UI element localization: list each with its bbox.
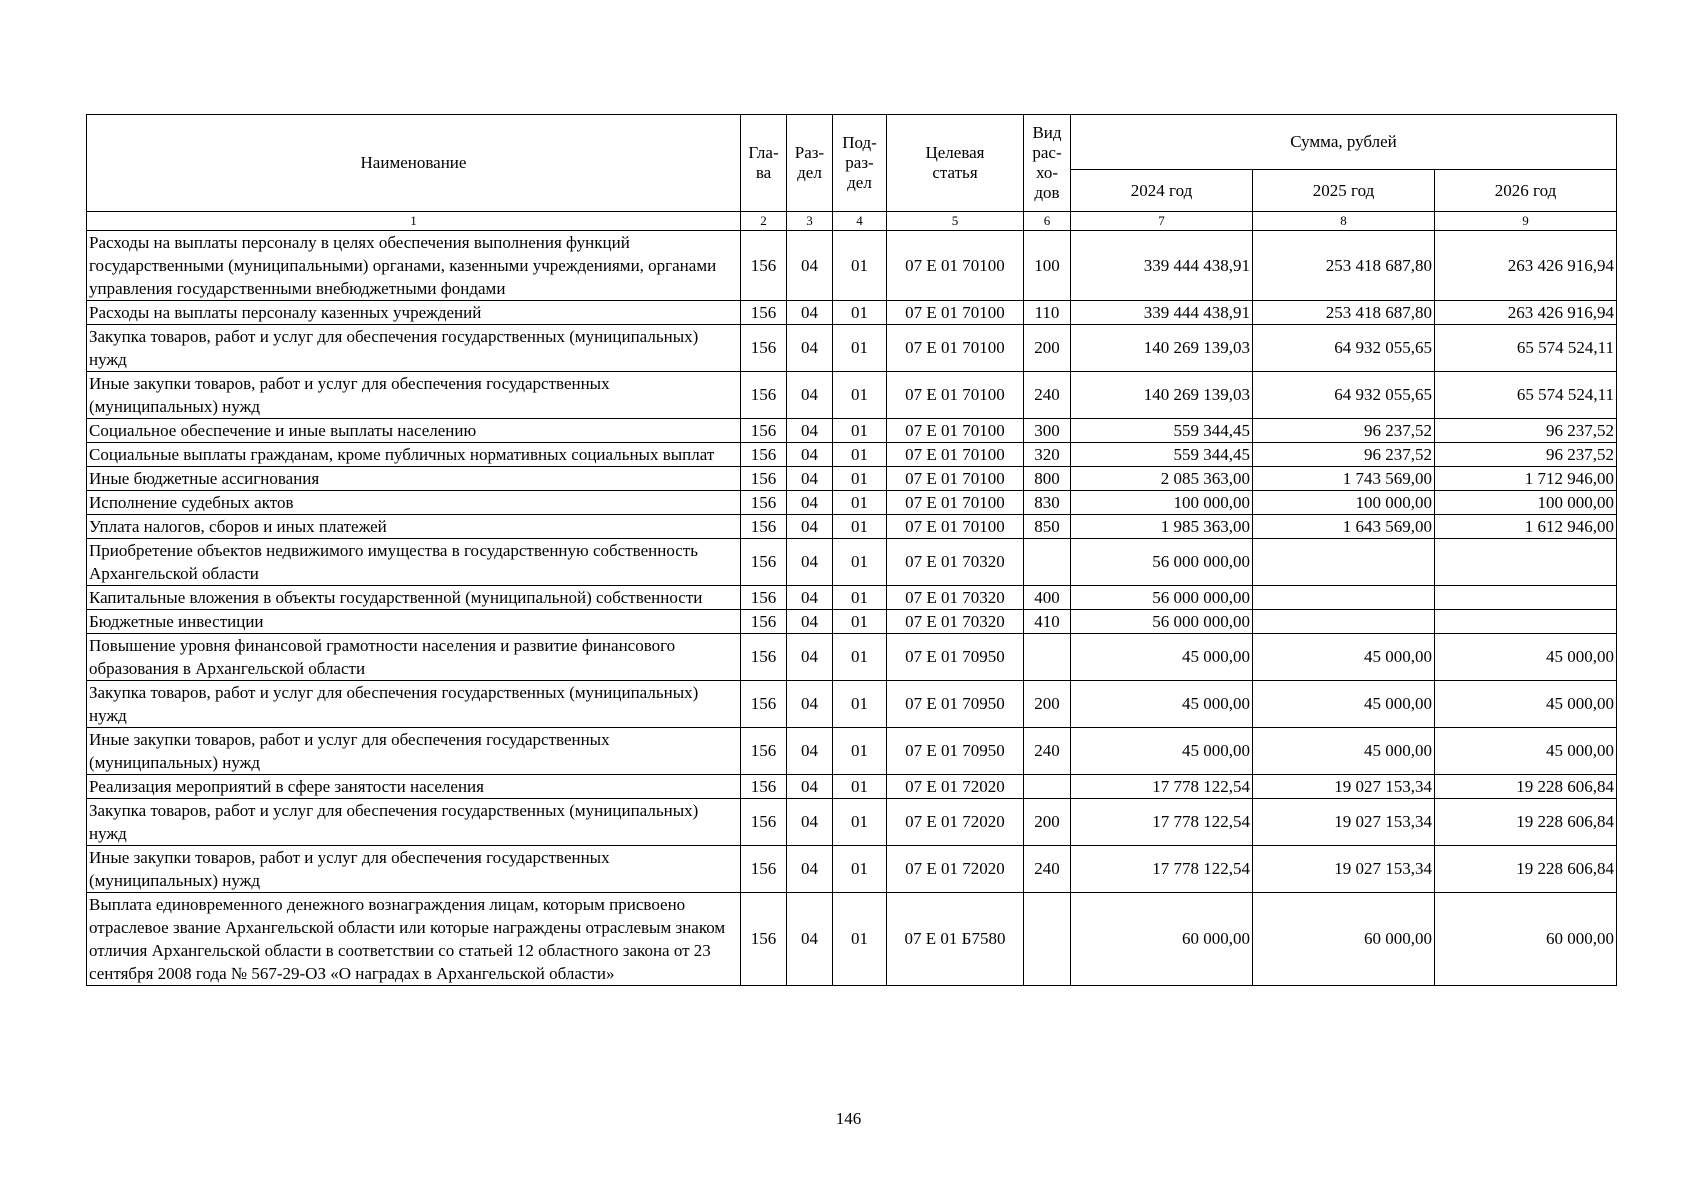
row-expense-type: 850 bbox=[1024, 515, 1071, 539]
row-chapter: 156 bbox=[741, 893, 787, 986]
row-amount-2024: 339 444 438,91 bbox=[1071, 301, 1253, 325]
row-target: 07 Е 01 70100 bbox=[887, 419, 1024, 443]
row-amount-2026: 96 237,52 bbox=[1435, 443, 1617, 467]
table-row bbox=[87, 419, 1617, 443]
row-expense-type: 300 bbox=[1024, 419, 1071, 443]
row-amount-2024: 140 269 139,03 bbox=[1071, 372, 1253, 419]
row-name: Уплата налогов, сборов и иных платежей bbox=[87, 515, 741, 539]
row-amount-2026: 19 228 606,84 bbox=[1435, 799, 1617, 846]
row-amount-2025: 45 000,00 bbox=[1253, 681, 1435, 728]
row-chapter: 156 bbox=[741, 539, 787, 586]
row-amount-2026: 65 574 524,11 bbox=[1435, 372, 1617, 419]
row-expense-type bbox=[1024, 539, 1071, 586]
row-chapter: 156 bbox=[741, 681, 787, 728]
row-section: 04 bbox=[787, 419, 833, 443]
row-section: 04 bbox=[787, 728, 833, 775]
row-chapter: 156 bbox=[741, 610, 787, 634]
row-chapter: 156 bbox=[741, 231, 787, 301]
row-amount-2026: 100 000,00 bbox=[1435, 491, 1617, 515]
row-expense-type: 410 bbox=[1024, 610, 1071, 634]
table-row bbox=[87, 775, 1617, 799]
table-row bbox=[87, 301, 1617, 325]
row-subsection: 01 bbox=[833, 491, 887, 515]
row-amount-2024: 100 000,00 bbox=[1071, 491, 1253, 515]
row-section: 04 bbox=[787, 893, 833, 986]
row-amount-2024: 1 985 363,00 bbox=[1071, 515, 1253, 539]
table-row bbox=[87, 231, 1617, 301]
row-section: 04 bbox=[787, 515, 833, 539]
row-section: 04 bbox=[787, 775, 833, 799]
column-number: 1 bbox=[87, 212, 741, 231]
row-amount-2026: 19 228 606,84 bbox=[1435, 846, 1617, 893]
row-target: 07 Е 01 70100 bbox=[887, 325, 1024, 372]
row-amount-2025: 253 418 687,80 bbox=[1253, 231, 1435, 301]
table-row bbox=[87, 325, 1617, 372]
row-expense-type bbox=[1024, 893, 1071, 986]
row-chapter: 156 bbox=[741, 325, 787, 372]
column-number: 2 bbox=[741, 212, 787, 231]
row-subsection: 01 bbox=[833, 681, 887, 728]
row-amount-2024: 45 000,00 bbox=[1071, 634, 1253, 681]
row-section: 04 bbox=[787, 799, 833, 846]
row-name: Закупка товаров, работ и услуг для обеспечения государственных (муниципальных) нужд bbox=[87, 799, 741, 846]
row-target: 07 Е 01 70100 bbox=[887, 515, 1024, 539]
row-amount-2024: 17 778 122,54 bbox=[1071, 846, 1253, 893]
row-expense-type: 320 bbox=[1024, 443, 1071, 467]
row-expense-type: 240 bbox=[1024, 728, 1071, 775]
header-target: Целевая статья bbox=[887, 115, 1024, 212]
row-amount-2024: 56 000 000,00 bbox=[1071, 539, 1253, 586]
row-subsection: 01 bbox=[833, 728, 887, 775]
row-name: Иные закупки товаров, работ и услуг для обеспечения государственных (муниципальных) нужд bbox=[87, 372, 741, 419]
table-body bbox=[87, 231, 1617, 986]
row-amount-2025 bbox=[1253, 586, 1435, 610]
page-number: 146 bbox=[835, 1109, 862, 1128]
row-target: 07 Е 01 70100 bbox=[887, 231, 1024, 301]
row-subsection: 01 bbox=[833, 467, 887, 491]
row-subsection: 01 bbox=[833, 539, 887, 586]
row-amount-2026: 263 426 916,94 bbox=[1435, 301, 1617, 325]
column-number: 5 bbox=[887, 212, 1024, 231]
row-amount-2026: 65 574 524,11 bbox=[1435, 325, 1617, 372]
row-subsection: 01 bbox=[833, 846, 887, 893]
row-subsection: 01 bbox=[833, 419, 887, 443]
row-amount-2025: 100 000,00 bbox=[1253, 491, 1435, 515]
row-chapter: 156 bbox=[741, 846, 787, 893]
row-section: 04 bbox=[787, 372, 833, 419]
row-expense-type: 240 bbox=[1024, 846, 1071, 893]
row-expense-type bbox=[1024, 775, 1071, 799]
row-subsection: 01 bbox=[833, 372, 887, 419]
row-subsection: 01 bbox=[833, 231, 887, 301]
table-row bbox=[87, 372, 1617, 419]
row-amount-2024: 56 000 000,00 bbox=[1071, 586, 1253, 610]
row-subsection: 01 bbox=[833, 515, 887, 539]
table-row bbox=[87, 467, 1617, 491]
row-expense-type: 830 bbox=[1024, 491, 1071, 515]
row-expense-type: 200 bbox=[1024, 799, 1071, 846]
row-amount-2024: 140 269 139,03 bbox=[1071, 325, 1253, 372]
column-number: 7 bbox=[1071, 212, 1253, 231]
row-amount-2025: 64 932 055,65 bbox=[1253, 372, 1435, 419]
row-section: 04 bbox=[787, 467, 833, 491]
row-target: 07 Е 01 70950 bbox=[887, 681, 1024, 728]
row-amount-2026 bbox=[1435, 586, 1617, 610]
row-amount-2026: 263 426 916,94 bbox=[1435, 231, 1617, 301]
row-target: 07 Е 01 70100 bbox=[887, 491, 1024, 515]
row-expense-type: 240 bbox=[1024, 372, 1071, 419]
row-target: 07 Е 01 70320 bbox=[887, 539, 1024, 586]
row-amount-2026: 45 000,00 bbox=[1435, 681, 1617, 728]
table-row bbox=[87, 846, 1617, 893]
row-subsection: 01 bbox=[833, 586, 887, 610]
row-amount-2026: 45 000,00 bbox=[1435, 634, 1617, 681]
row-section: 04 bbox=[787, 301, 833, 325]
row-section: 04 bbox=[787, 846, 833, 893]
row-amount-2025: 19 027 153,34 bbox=[1253, 846, 1435, 893]
row-subsection: 01 bbox=[833, 443, 887, 467]
row-amount-2026: 1 612 946,00 bbox=[1435, 515, 1617, 539]
row-name: Исполнение судебных актов bbox=[87, 491, 741, 515]
row-name: Бюджетные инвестиции bbox=[87, 610, 741, 634]
row-chapter: 156 bbox=[741, 443, 787, 467]
row-amount-2026: 45 000,00 bbox=[1435, 728, 1617, 775]
row-subsection: 01 bbox=[833, 775, 887, 799]
row-amount-2024: 559 344,45 bbox=[1071, 419, 1253, 443]
table-row bbox=[87, 610, 1617, 634]
row-name: Расходы на выплаты персоналу казенных учреждений bbox=[87, 301, 741, 325]
row-target: 07 Е 01 72020 bbox=[887, 799, 1024, 846]
row-amount-2024: 60 000,00 bbox=[1071, 893, 1253, 986]
table-row bbox=[87, 728, 1617, 775]
header-2026: 2026 год bbox=[1435, 170, 1617, 212]
row-expense-type: 800 bbox=[1024, 467, 1071, 491]
row-name: Закупка товаров, работ и услуг для обеспечения государственных (муниципальных) нужд bbox=[87, 681, 741, 728]
row-name: Иные бюджетные ассигнования bbox=[87, 467, 741, 491]
row-target: 07 Е 01 70100 bbox=[887, 372, 1024, 419]
row-amount-2025: 96 237,52 bbox=[1253, 443, 1435, 467]
row-expense-type: 100 bbox=[1024, 231, 1071, 301]
table-row bbox=[87, 799, 1617, 846]
row-amount-2024: 56 000 000,00 bbox=[1071, 610, 1253, 634]
budget-table bbox=[86, 114, 1617, 986]
row-expense-type: 200 bbox=[1024, 325, 1071, 372]
header-section: Раз- дел bbox=[787, 115, 833, 212]
table-row bbox=[87, 539, 1617, 586]
row-amount-2025 bbox=[1253, 539, 1435, 586]
row-section: 04 bbox=[787, 634, 833, 681]
column-number: 6 bbox=[1024, 212, 1071, 231]
row-expense-type: 110 bbox=[1024, 301, 1071, 325]
row-amount-2024: 2 085 363,00 bbox=[1071, 467, 1253, 491]
header-sum: Сумма, рублей bbox=[1071, 115, 1617, 170]
header-subsection: Под- раз- дел bbox=[833, 115, 887, 212]
row-amount-2025: 1 743 569,00 bbox=[1253, 467, 1435, 491]
row-target: 07 Е 01 70320 bbox=[887, 586, 1024, 610]
row-amount-2025: 96 237,52 bbox=[1253, 419, 1435, 443]
table-row bbox=[87, 634, 1617, 681]
row-amount-2026: 60 000,00 bbox=[1435, 893, 1617, 986]
row-target: 07 Е 01 70100 bbox=[887, 443, 1024, 467]
row-subsection: 01 bbox=[833, 325, 887, 372]
row-subsection: 01 bbox=[833, 893, 887, 986]
row-chapter: 156 bbox=[741, 728, 787, 775]
row-subsection: 01 bbox=[833, 799, 887, 846]
row-name: Капитальные вложения в объекты государственной (муниципальной) собственности bbox=[87, 586, 741, 610]
row-section: 04 bbox=[787, 610, 833, 634]
table-row bbox=[87, 681, 1617, 728]
table-row bbox=[87, 515, 1617, 539]
row-name: Иные закупки товаров, работ и услуг для обеспечения государственных (муниципальных) нужд bbox=[87, 846, 741, 893]
row-name: Закупка товаров, работ и услуг для обеспечения государственных (муниципальных) нужд bbox=[87, 325, 741, 372]
row-chapter: 156 bbox=[741, 419, 787, 443]
column-number: 3 bbox=[787, 212, 833, 231]
row-amount-2026 bbox=[1435, 539, 1617, 586]
row-amount-2024: 17 778 122,54 bbox=[1071, 799, 1253, 846]
header-expense-type: Вид рас- хо- дов bbox=[1024, 115, 1071, 212]
row-amount-2024: 45 000,00 bbox=[1071, 728, 1253, 775]
row-amount-2024: 559 344,45 bbox=[1071, 443, 1253, 467]
row-amount-2026 bbox=[1435, 610, 1617, 634]
row-expense-type: 200 bbox=[1024, 681, 1071, 728]
row-amount-2025: 19 027 153,34 bbox=[1253, 775, 1435, 799]
row-target: 07 Е 01 70320 bbox=[887, 610, 1024, 634]
row-amount-2026: 96 237,52 bbox=[1435, 419, 1617, 443]
row-amount-2025: 60 000,00 bbox=[1253, 893, 1435, 986]
column-number: 9 bbox=[1435, 212, 1617, 231]
row-section: 04 bbox=[787, 491, 833, 515]
row-chapter: 156 bbox=[741, 634, 787, 681]
header-name: Наименование bbox=[87, 115, 741, 212]
document-page bbox=[86, 114, 1617, 986]
row-chapter: 156 bbox=[741, 372, 787, 419]
row-target: 07 Е 01 72020 bbox=[887, 846, 1024, 893]
row-name: Приобретение объектов недвижимого имущества в государственную собственность Архангельской области bbox=[87, 539, 741, 586]
row-expense-type bbox=[1024, 634, 1071, 681]
column-number: 4 bbox=[833, 212, 887, 231]
row-target: 07 Е 01 Б7580 bbox=[887, 893, 1024, 986]
header-chapter: Гла- ва bbox=[741, 115, 787, 212]
row-name: Иные закупки товаров, работ и услуг для обеспечения государственных (муниципальных) нужд bbox=[87, 728, 741, 775]
row-name: Выплата единовременного денежного вознаграждения лицам, которым присвоено отраслевое звание Архангельской области или которые награждены отраслевым знаком отличия Архангельской области в соответствии со статьей 12 областного закона от 23 сентября 2008 года № 567-29-ОЗ «О наградах в Архангельской области» bbox=[87, 893, 741, 986]
table-row bbox=[87, 443, 1617, 467]
row-amount-2025: 45 000,00 bbox=[1253, 634, 1435, 681]
row-amount-2024: 339 444 438,91 bbox=[1071, 231, 1253, 301]
row-amount-2025: 19 027 153,34 bbox=[1253, 799, 1435, 846]
row-section: 04 bbox=[787, 681, 833, 728]
row-amount-2026: 19 228 606,84 bbox=[1435, 775, 1617, 799]
row-amount-2025: 45 000,00 bbox=[1253, 728, 1435, 775]
row-amount-2025: 64 932 055,65 bbox=[1253, 325, 1435, 372]
row-chapter: 156 bbox=[741, 799, 787, 846]
row-amount-2024: 17 778 122,54 bbox=[1071, 775, 1253, 799]
row-amount-2025 bbox=[1253, 610, 1435, 634]
row-subsection: 01 bbox=[833, 634, 887, 681]
row-target: 07 Е 01 70100 bbox=[887, 301, 1024, 325]
header-2024: 2024 год bbox=[1071, 170, 1253, 212]
row-subsection: 01 bbox=[833, 610, 887, 634]
row-target: 07 Е 01 70950 bbox=[887, 728, 1024, 775]
row-chapter: 156 bbox=[741, 301, 787, 325]
table-row bbox=[87, 586, 1617, 610]
row-section: 04 bbox=[787, 586, 833, 610]
row-name: Социальные выплаты гражданам, кроме публичных нормативных социальных выплат bbox=[87, 443, 741, 467]
row-amount-2025: 1 643 569,00 bbox=[1253, 515, 1435, 539]
row-section: 04 bbox=[787, 539, 833, 586]
row-chapter: 156 bbox=[741, 467, 787, 491]
column-number-row bbox=[87, 212, 1617, 231]
row-subsection: 01 bbox=[833, 301, 887, 325]
row-amount-2026: 1 712 946,00 bbox=[1435, 467, 1617, 491]
row-chapter: 156 bbox=[741, 515, 787, 539]
row-name: Повышение уровня финансовой грамотности населения и развитие финансового образования в Архангельской области bbox=[87, 634, 741, 681]
table-row bbox=[87, 491, 1617, 515]
row-section: 04 bbox=[787, 231, 833, 301]
row-amount-2025: 253 418 687,80 bbox=[1253, 301, 1435, 325]
row-chapter: 156 bbox=[741, 775, 787, 799]
row-chapter: 156 bbox=[741, 586, 787, 610]
header-row-top bbox=[87, 115, 1617, 170]
row-target: 07 Е 01 72020 bbox=[887, 775, 1024, 799]
row-section: 04 bbox=[787, 443, 833, 467]
row-chapter: 156 bbox=[741, 491, 787, 515]
header-2025: 2025 год bbox=[1253, 170, 1435, 212]
column-number: 8 bbox=[1253, 212, 1435, 231]
row-name: Расходы на выплаты персоналу в целях обеспечения выполнения функций государственными (муниципальными) органами, казенными учреждениями, органами управления государственными внебюджетными фондами bbox=[87, 231, 741, 301]
row-target: 07 Е 01 70100 bbox=[887, 467, 1024, 491]
row-target: 07 Е 01 70950 bbox=[887, 634, 1024, 681]
row-expense-type: 400 bbox=[1024, 586, 1071, 610]
row-name: Реализация мероприятий в сфере занятости населения bbox=[87, 775, 741, 799]
row-amount-2024: 45 000,00 bbox=[1071, 681, 1253, 728]
row-name: Социальное обеспечение и иные выплаты населению bbox=[87, 419, 741, 443]
row-section: 04 bbox=[787, 325, 833, 372]
table-row bbox=[87, 893, 1617, 986]
